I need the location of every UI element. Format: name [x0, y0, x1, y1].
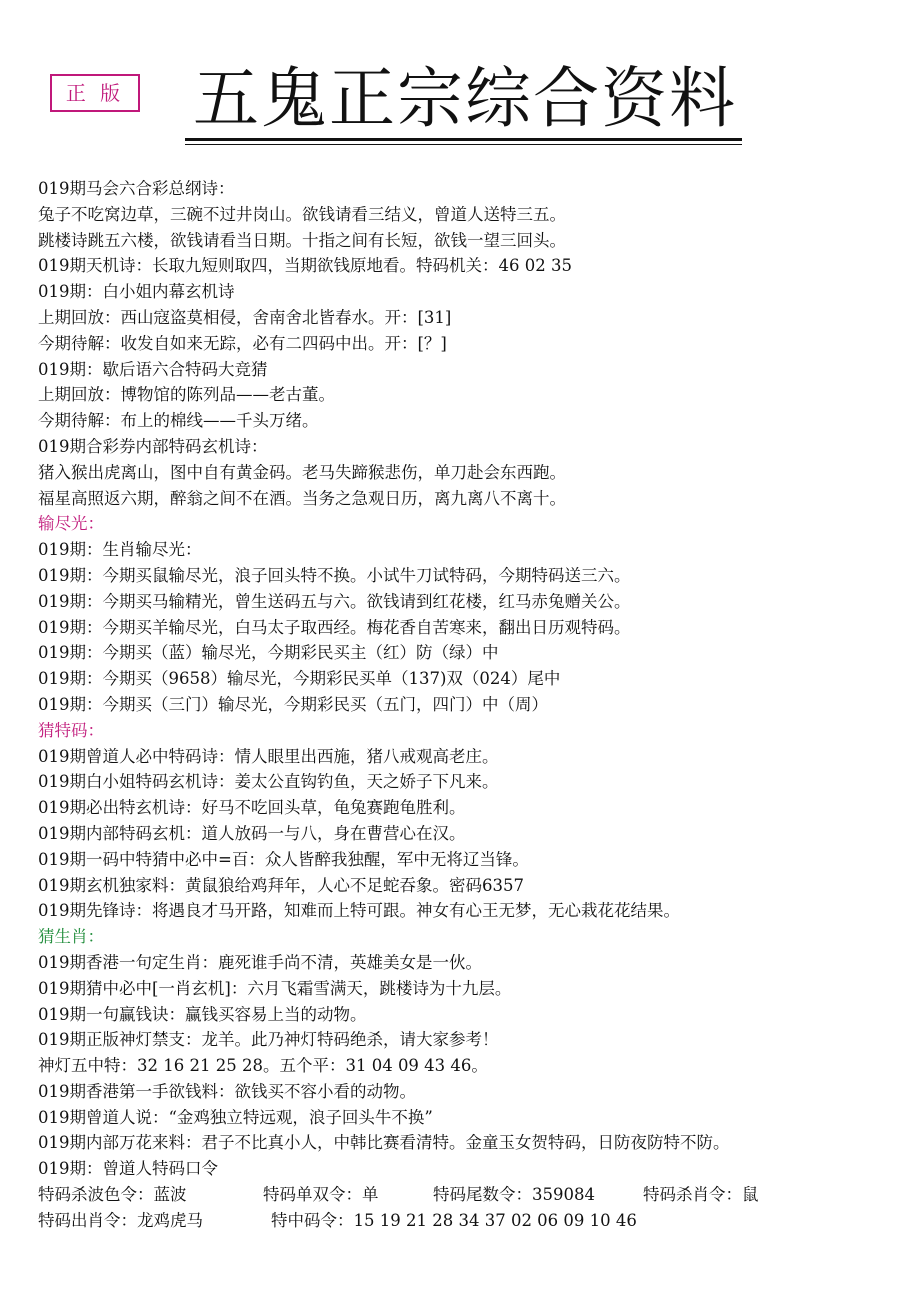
- text-line: 019期马会六合彩总纲诗：: [38, 179, 235, 198]
- text-line: 019期天机诗：长取九短则取四，当期欲钱原地看。特码机关：46 02 35: [38, 256, 572, 276]
- section-heading: 猜生肖：: [38, 927, 104, 947]
- text-line: 019期必出特玄机诗：好马不吃回头草，龟兔赛跑龟胜利。: [38, 798, 466, 818]
- text-line: 019期曾道人说：“金鸡独立特远观，浪子回头牛不换”: [38, 1107, 433, 1127]
- command-tail-number: 特码尾数令：359084: [433, 1185, 595, 1205]
- text-line: 019期：今期买（9658）输尽光，今期彩民买单（137)双（024）尾中: [38, 669, 561, 689]
- section-heading: 输尽光：: [38, 514, 104, 534]
- page-title: 五鬼正宗综合资料: [193, 60, 737, 137]
- command-row-2: [38, 1208, 888, 1234]
- command-odd-even: 特码单双令：单: [263, 1185, 379, 1205]
- text-line: 今期待解：布上的棉线——千头万绪。: [38, 411, 319, 431]
- document-body: [38, 176, 888, 1234]
- text-line: 上期回放：博物馆的陈列品——老古董。: [38, 385, 335, 405]
- text-line: 019期：今期买鼠输尽光，浪子回头特不换。小试牛刀试特码，今期特码送三六。: [38, 565, 631, 585]
- title-underline-thin: [185, 144, 742, 145]
- text-line: 019期内部万花来料：君子不比真小人，中韩比赛看清特。金童玉女贺特码，日防夜防特不防。: [38, 1133, 730, 1153]
- text-line: 019期白小姐特码玄机诗：姜太公直钩钓鱼，天之娇子下凡来。: [38, 772, 499, 792]
- text-line: 猪入猴出虎离山，图中自有黄金码。老马失蹄猴悲伤，单刀赴会东西跑。: [38, 462, 566, 482]
- text-line: 跳楼诗跳五六楼，欲钱请看当日期。十指之间有长短，欲钱一望三回头。: [38, 230, 566, 250]
- command-row-1: [38, 1182, 888, 1208]
- text-line: 019期猜中必中[一肖玄机]：六月飞霜雪满天，跳楼诗为十九层。: [38, 978, 512, 998]
- command-wave-color: 特码杀波色令：蓝波: [38, 1185, 187, 1205]
- command-numbers: 特中码令：15 19 21 28 34 37 02 06 09 10 46: [271, 1210, 637, 1230]
- text-line: 019期一句赢钱诀：赢钱买容易上当的动物。: [38, 1004, 367, 1024]
- text-line: 019期曾道人必中特码诗：情人眼里出西施，猪八戒观高老庄。: [38, 746, 499, 766]
- text-line: 019期合彩券内部特码玄机诗：: [38, 436, 268, 456]
- text-line: 019期香港第一手欲钱料：欲钱买不容小看的动物。: [38, 1081, 416, 1101]
- text-line: 今期待解：收发自如来无踪，必有二四码中出。开：[？]: [38, 333, 447, 353]
- section-heading: 猜特码：: [38, 720, 104, 740]
- text-line: 019期正版神灯禁支：龙羊。此乃神灯特码绝杀，请大家参考！: [38, 1030, 499, 1050]
- text-line: 019期：曾道人特码口令: [38, 1159, 218, 1179]
- text-line: 019期香港一句定生肖：鹿死谁手尚不清，英雄美女是一伙。: [38, 952, 482, 972]
- text-line: 神灯五中特：32 16 21 25 28。五个平：31 04 09 43 46。: [38, 1056, 488, 1076]
- command-zodiac: 特码出肖令：龙鸡虎马: [38, 1210, 203, 1230]
- text-lines: [38, 176, 888, 1182]
- title-underline-thick: [185, 138, 742, 141]
- text-line: 019期：今期买（蓝）输尽光，今期彩民买主（红）防（绿）中: [38, 643, 499, 663]
- command-kill-zodiac: 特码杀肖令：鼠: [643, 1185, 759, 1205]
- text-line: 兔子不吃窝边草，三碗不过井岗山。欲钱请看三结义，曾道人送特三五。: [38, 204, 566, 224]
- text-line: 019期：生肖输尽光：: [38, 540, 202, 560]
- text-line: 019期先锋诗：将遇良才马开路，知难而上特可跟。神女有心王无梦，无心栽花花结果。: [38, 901, 680, 921]
- text-line: 019期玄机独家料：黄鼠狼给鸡拜年，人心不足蛇吞象。密码6357: [38, 875, 524, 895]
- text-line: 019期：今期买羊输尽光，白马太子取西经。梅花香自苦寒来，翻出日历观特码。: [38, 617, 631, 637]
- text-line: 019期：今期买马输精光，曾生送码五与六。欲钱请到红花楼，红马赤兔赠关公。: [38, 591, 631, 611]
- text-line: 019期：白小姐内幕玄机诗: [38, 282, 235, 302]
- text-line: 019期一码中特猜中必中=百：众人皆醉我独醒，军中无将辽当锋。: [38, 849, 529, 869]
- text-line: 019期：歇后语六合特码大竞猜: [38, 359, 268, 379]
- edition-badge: 正 版: [50, 74, 140, 112]
- text-line: 福星高照返六期，醉翁之间不在酒。当务之急观日历，离九离八不离十。: [38, 488, 566, 508]
- text-line: 019期：今期买（三门）输尽光，今期彩民买（五门，四门）中（周）: [38, 694, 548, 714]
- text-line: 上期回放：西山寇盗莫相侵，舍南舍北皆春水。开：[31]: [38, 307, 452, 327]
- text-line: 019期内部特码玄机：道人放码一与八，身在曹营心在汉。: [38, 823, 466, 843]
